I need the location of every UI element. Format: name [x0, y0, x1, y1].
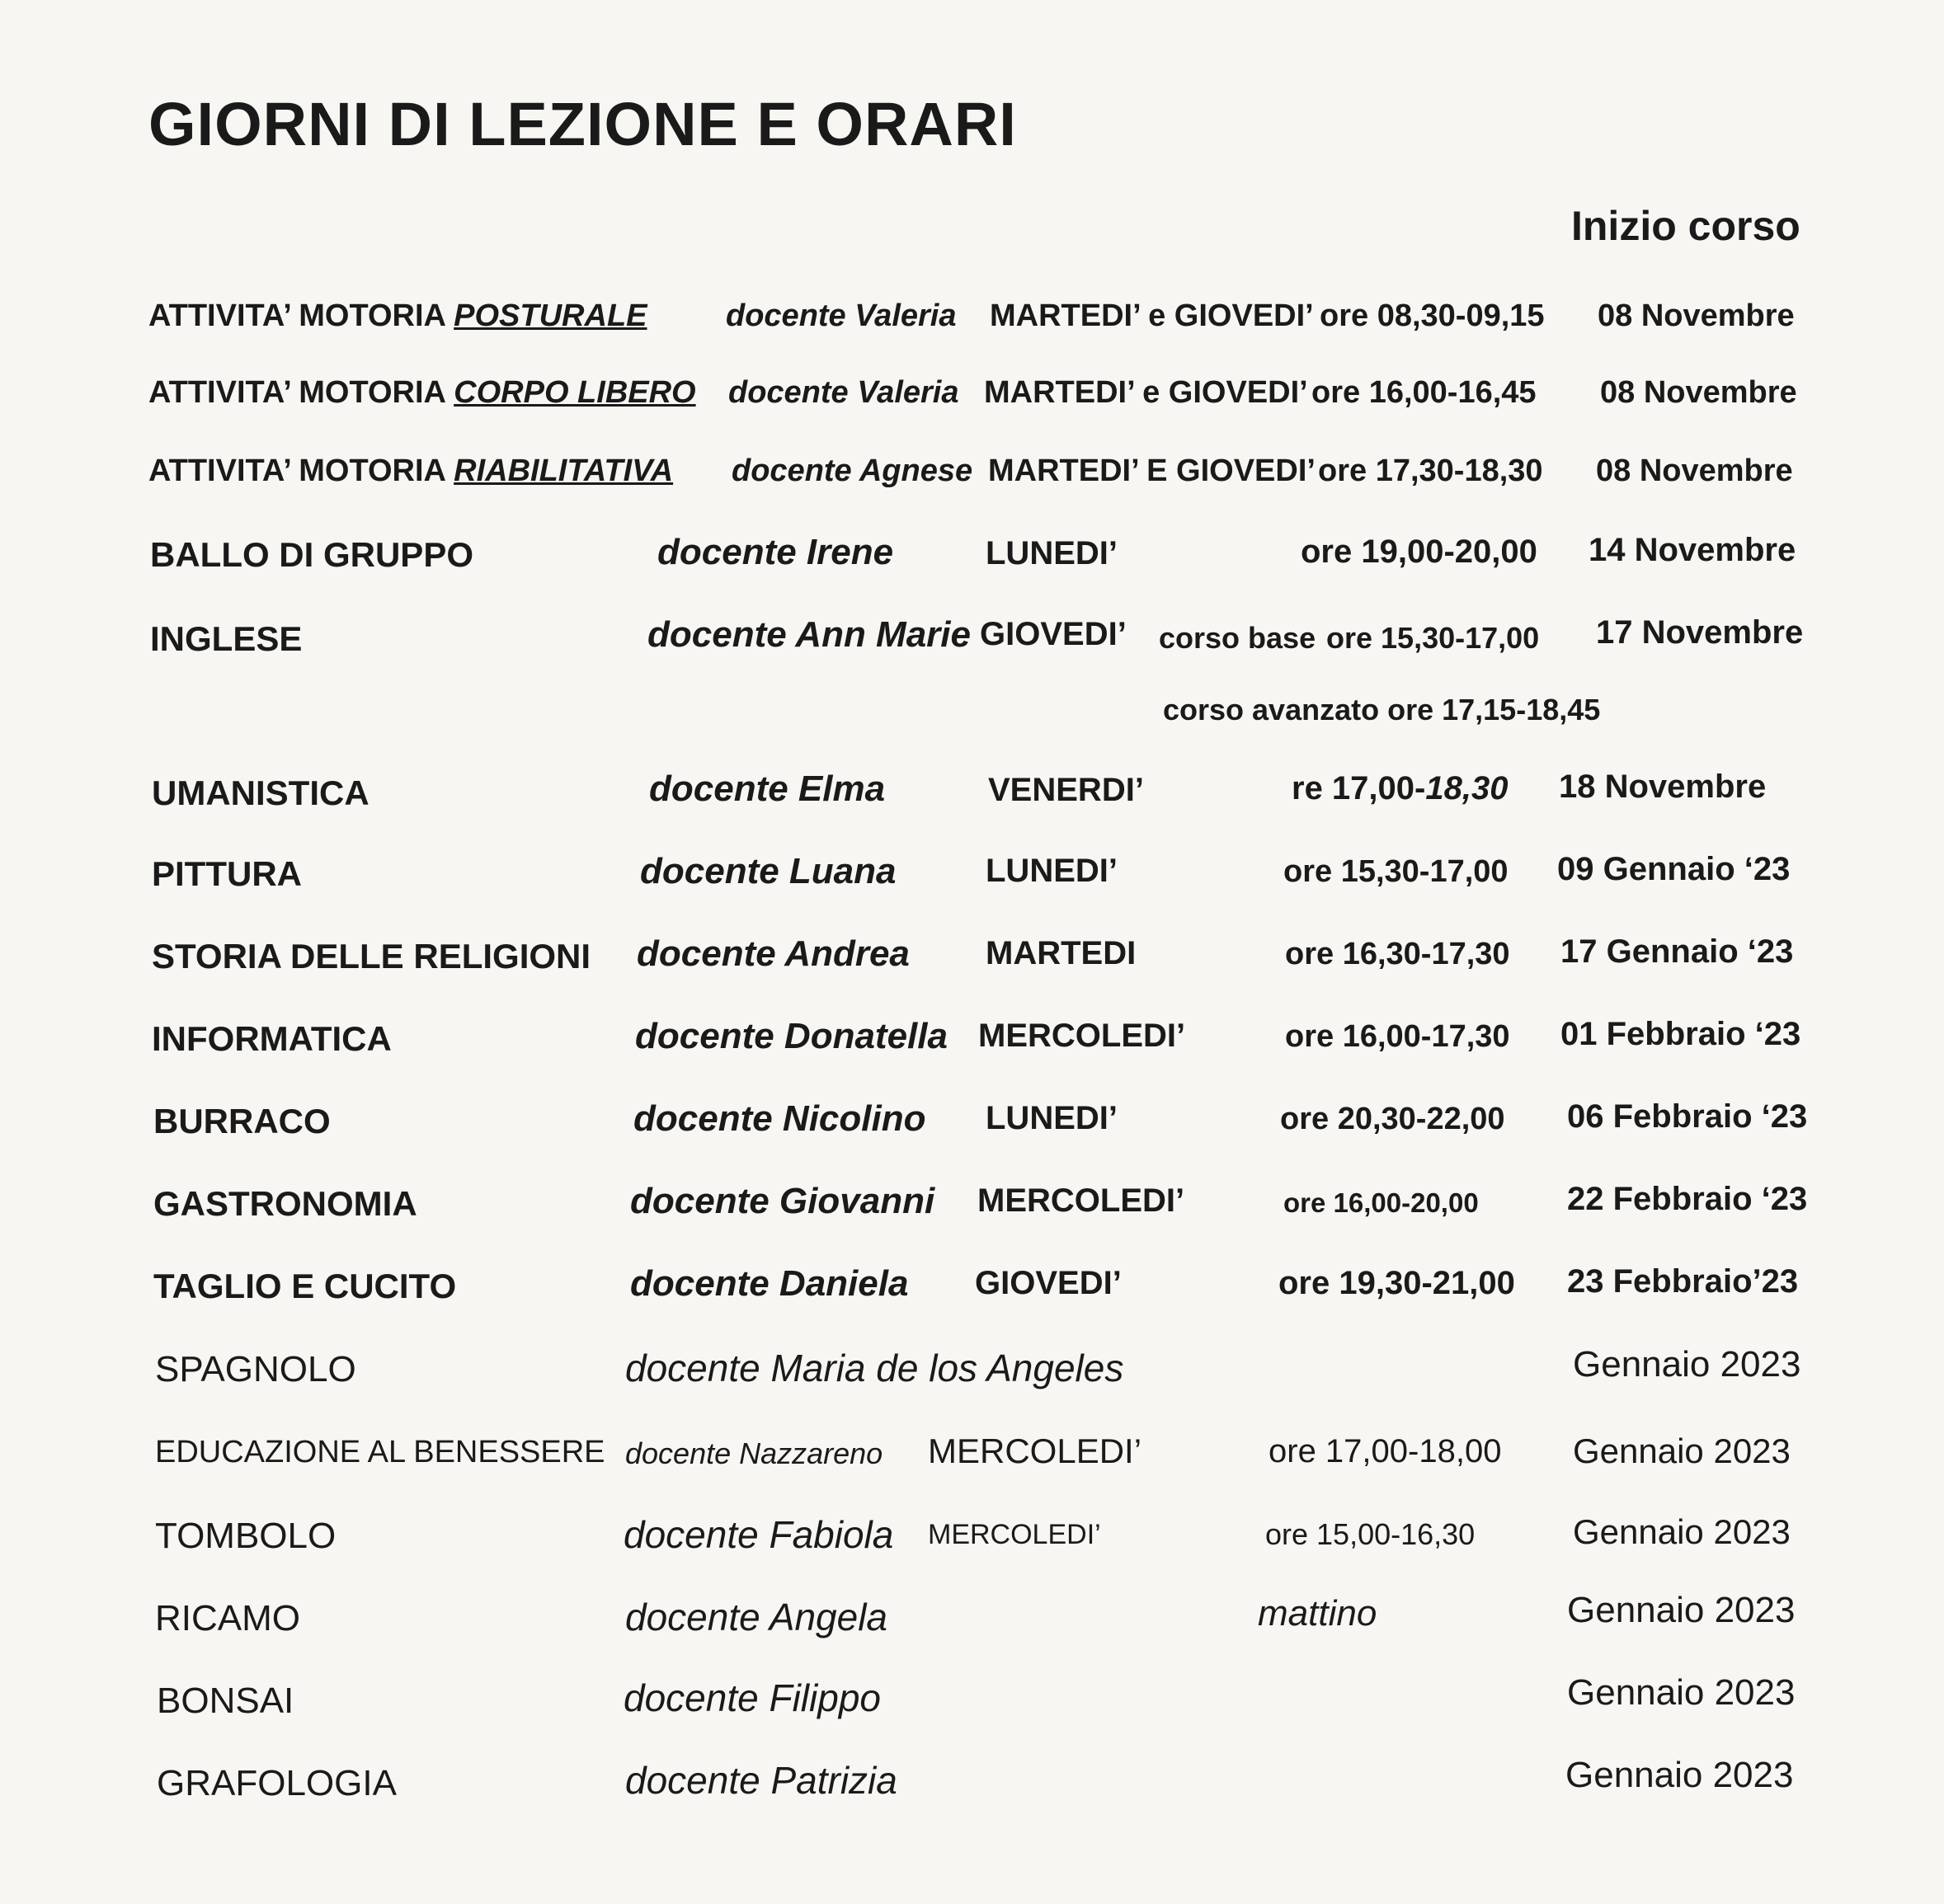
course-time: ore 17,30-18,30 [1318, 454, 1543, 488]
course-start: 17 Novembre [1596, 614, 1804, 651]
course-row [0, 299, 1944, 364]
course-days: GIOVEDI’ [980, 616, 1127, 652]
course-days: GIOVEDI’ [975, 1265, 1122, 1301]
course-name: PITTURA [152, 854, 302, 893]
course-start: Gennaio 2023 [1567, 1672, 1796, 1713]
course-row [0, 1672, 1944, 1742]
course-name: STORIA DELLE RELIGIONI [152, 937, 591, 976]
course-name: SPAGNOLO [155, 1349, 356, 1389]
course-name: TOMBOLO [155, 1516, 337, 1556]
course-time: ore 16,00-17,30 [1285, 1019, 1510, 1054]
course-time: re 17,00-18,30 [1292, 770, 1509, 806]
course-teacher: docente Luana [640, 851, 897, 891]
course-start: 06 Febbraio ‘23 [1567, 1098, 1808, 1135]
course-days: MARTEDI’ e GIOVEDI’ [990, 299, 1314, 333]
course-row-extra [0, 693, 1944, 759]
course-start: 08 Novembre [1600, 375, 1797, 410]
course-days: MERCOLEDI’ [977, 1182, 1185, 1219]
course-name: TAGLIO E CUCITO [153, 1267, 457, 1305]
course-start: Gennaio 2023 [1573, 1512, 1791, 1551]
course-name: BURRACO [153, 1102, 331, 1140]
course-row [0, 1590, 1944, 1659]
course-row [0, 1755, 1944, 1824]
course-row [0, 1098, 1944, 1164]
course-name: ATTIVITA’ MOTORIA CORPO LIBERO [148, 375, 696, 410]
start-column-header: Inizio corso [1571, 203, 1800, 249]
course-row [0, 1181, 1944, 1247]
course-teacher: docente Patrizia [625, 1759, 897, 1802]
course-name: ATTIVITA’ MOTORIA POSTURALE [148, 299, 647, 333]
course-teacher: docente Giovanni [630, 1181, 935, 1221]
course-time: ore 19,30-21,00 [1278, 1265, 1515, 1301]
course-name: BALLO DI GRUPPO [150, 535, 474, 574]
course-days: VENERDI’ [988, 772, 1144, 808]
course-teacher: docente Valeria [726, 299, 957, 333]
course-teacher: docente Donatella [635, 1016, 948, 1056]
course-start: Gennaio 2023 [1565, 1755, 1794, 1795]
course-days: MERCOLEDI’ [928, 1432, 1142, 1470]
course-teacher: docente Andrea [637, 933, 910, 974]
course-teacher: docente Irene [657, 532, 894, 572]
course-row [0, 1512, 1944, 1578]
course-days: MERCOLEDI’ [928, 1519, 1101, 1550]
course-days: MARTEDI’ e GIOVEDI’ [984, 375, 1308, 410]
course-start: 14 Novembre [1589, 532, 1796, 568]
course-teacher: docente Agnese [732, 454, 973, 488]
course-row [0, 851, 1944, 917]
course-days: MERCOLEDI’ [978, 1018, 1186, 1054]
course-time: ore 20,30-22,00 [1280, 1102, 1505, 1136]
course-time: ore 15,00-16,30 [1265, 1517, 1476, 1551]
course-days: LUNEDI’ [986, 853, 1118, 889]
course-level: corso base [1159, 621, 1316, 655]
course-start: 18 Novembre [1559, 769, 1767, 805]
course-time: ore 17,00-18,00 [1269, 1433, 1502, 1469]
course-name: ATTIVITA’ MOTORIA RIABILITATIVA [148, 454, 674, 488]
course-row [0, 1016, 1944, 1082]
course-name: RICAMO [155, 1598, 300, 1638]
course-teacher: docente Nicolino [633, 1098, 926, 1139]
course-start: 01 Febbraio ‘23 [1560, 1016, 1801, 1052]
course-start: 08 Novembre [1596, 454, 1793, 488]
course-time: ore 16,30-17,30 [1285, 937, 1510, 971]
course-name: UMANISTICA [152, 773, 370, 812]
course-start: 22 Febbraio ‘23 [1567, 1181, 1808, 1217]
course-teacher: docente Valeria [728, 375, 959, 410]
course-name: BONSAI [157, 1681, 294, 1721]
course-time: ore 08,30-09,15 [1320, 299, 1545, 333]
course-teacher: docente Elma [649, 769, 886, 809]
course-row [0, 1346, 1944, 1412]
course-name: GASTRONOMIA [153, 1184, 417, 1223]
course-teacher: docente Angela [625, 1596, 888, 1638]
course-start: 09 Gennaio ‘23 [1557, 851, 1791, 887]
course-time: mattino [1258, 1593, 1377, 1634]
course-row [0, 769, 1944, 834]
course-teacher: docente Ann Marie [647, 614, 971, 655]
course-start: 23 Febbraio’23 [1567, 1263, 1799, 1300]
page-title: GIORNI DI LEZIONE E ORARI [148, 90, 1017, 158]
course-start: 08 Novembre [1598, 299, 1795, 333]
course-row [0, 933, 1944, 999]
course-days: MARTEDI [986, 935, 1137, 971]
course-row [0, 614, 1944, 680]
course-advanced-time: corso avanzato ore 17,15-18,45 [1163, 693, 1601, 726]
course-teacher: docente Nazzareno [625, 1436, 883, 1470]
course-teacher: docente Fabiola [624, 1513, 894, 1556]
course-teacher: docente Daniela [630, 1263, 909, 1304]
course-time: ore 19,00-20,00 [1301, 534, 1537, 570]
course-start: 17 Gennaio ‘23 [1560, 933, 1794, 970]
course-row [0, 375, 1944, 441]
course-name: GRAFOLOGIA [157, 1763, 397, 1803]
course-name: INFORMATICA [152, 1019, 392, 1058]
course-days: LUNEDI’ [986, 535, 1118, 571]
course-start: Gennaio 2023 [1567, 1590, 1796, 1630]
course-row [0, 454, 1944, 519]
course-teacher: docente Filippo [624, 1676, 881, 1719]
course-time: ore 16,00-20,00 [1283, 1187, 1479, 1218]
course-time: ore 16,00-16,45 [1311, 375, 1537, 410]
course-teacher: docente Maria de los Angeles [625, 1347, 1124, 1389]
course-days: LUNEDI’ [986, 1100, 1118, 1136]
course-row [0, 1263, 1944, 1329]
course-name: EDUCAZIONE AL BENESSERE [155, 1435, 605, 1469]
course-row [0, 1432, 1944, 1497]
course-time: ore 15,30-17,00 [1283, 854, 1509, 889]
course-name: INGLESE [150, 619, 303, 658]
course-row [0, 532, 1944, 598]
course-start: Gennaio 2023 [1573, 1432, 1791, 1470]
course-days: MARTEDI’ E GIOVEDI’ [988, 454, 1316, 488]
course-time: ore 15,30-17,00 [1326, 621, 1540, 655]
course-start: Gennaio 2023 [1573, 1344, 1801, 1385]
